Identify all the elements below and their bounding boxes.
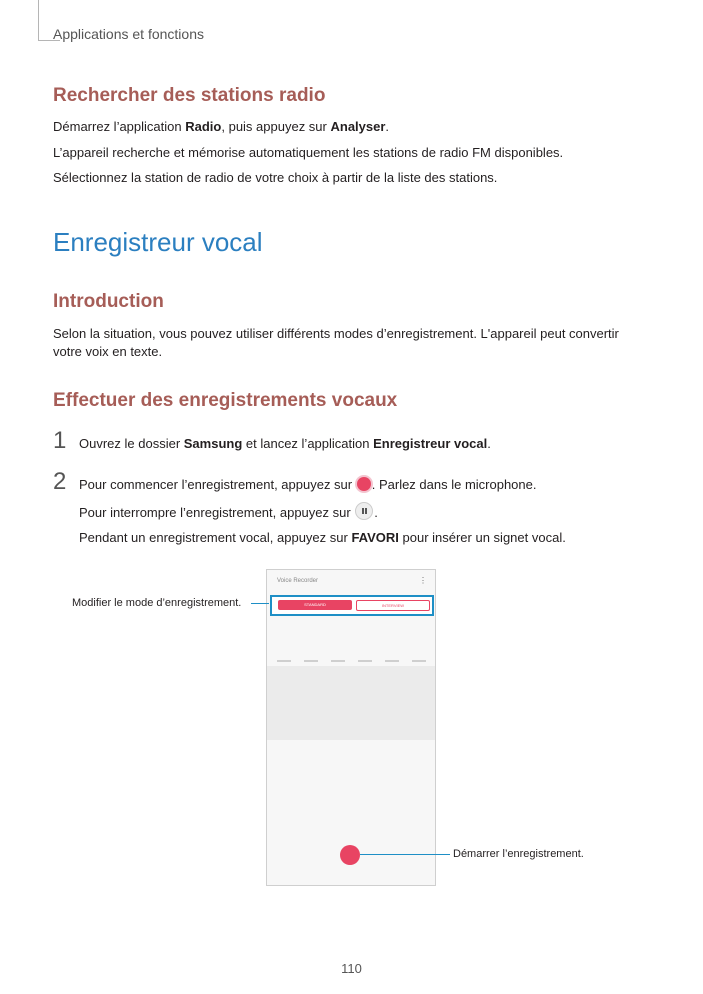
intro-paragraph: Selon la situation, vous pouvez utiliser différents modes d’enregistrement. L'appareil peut convertir votre voix en texte. — [53, 326, 619, 359]
bold-samsung: Samsung — [183, 436, 243, 451]
callout-start-line — [360, 854, 450, 855]
text-run: Ouvrez le dossier — [79, 436, 184, 451]
text-run: . — [374, 505, 378, 520]
timeline-tick — [385, 660, 399, 662]
mode-standard-tab[interactable]: STANDARD — [278, 600, 352, 610]
text-run: . — [487, 436, 491, 451]
mode-interview-tab[interactable]: INTERVIEW — [356, 600, 430, 611]
timeline-tick — [304, 660, 318, 662]
waveform-area — [267, 666, 435, 740]
pause-icon — [355, 502, 373, 520]
text-run: Pendant un enregistrement vocal, appuyez sur — [79, 530, 352, 545]
timeline-tick — [277, 660, 291, 662]
step-2-line-2 — [79, 502, 378, 522]
callout-mode-line — [251, 603, 269, 604]
heading-radio-search: Rechercher des stations radio — [53, 85, 326, 106]
phone-app-title: Voice Recorder — [277, 578, 319, 584]
heading-introduction: Introduction — [53, 291, 164, 312]
start-record-button[interactable] — [340, 845, 360, 865]
heading-recording: Effectuer des enregistrements vocaux — [53, 390, 398, 411]
phone-screenshot — [266, 569, 436, 886]
text-run: Démarrez l’application — [53, 119, 186, 134]
callout-mode-label: Modifier le mode d’enregistrement. — [72, 597, 242, 609]
timeline-tick — [358, 660, 372, 662]
section-title-voice-recorder: Enregistreur vocal — [53, 227, 263, 257]
bold-radio: Radio — [185, 119, 222, 134]
step-2-line-3 — [79, 529, 566, 547]
text-run: . — [385, 119, 390, 134]
step-number-1: 1 — [53, 427, 67, 454]
bold-favori: FAVORI — [351, 530, 399, 545]
timeline-tick — [412, 660, 426, 662]
step-1-text — [79, 435, 491, 453]
text-run: pour insérer un signet vocal. — [398, 530, 566, 545]
radio-paragraph-3: Sélectionnez la station de radio de votre choix à partir de la liste des stations. — [53, 170, 498, 185]
more-options-icon[interactable]: ⋮ — [419, 576, 427, 585]
step-2-line-1 — [79, 476, 537, 494]
record-icon — [357, 477, 371, 491]
timeline-tick — [331, 660, 345, 662]
bold-analyser: Analyser — [330, 119, 386, 134]
running-head: Applications et fonctions — [53, 26, 204, 42]
text-run: . Parlez dans le microphone. — [371, 477, 537, 492]
radio-paragraph-1 — [53, 118, 653, 136]
text-run: Pour interrompre l’enregistrement, appuyez sur — [79, 505, 355, 520]
page-corner-rule-vertical — [38, 0, 39, 40]
text-run: Pour commencer l’enregistrement, appuyez sur — [79, 477, 356, 492]
text-run: , puis appuyez sur — [221, 119, 331, 134]
step-number-2: 2 — [53, 468, 67, 495]
timeline-ruler — [277, 658, 427, 664]
page-number: 110 — [341, 961, 362, 976]
recording-mode-selector[interactable] — [270, 595, 434, 616]
callout-start-label: Démarrer l’enregistrement. — [453, 848, 584, 860]
bold-enregistreur: Enregistreur vocal — [373, 436, 488, 451]
text-run: et lancez l’application — [242, 436, 374, 451]
radio-paragraph-2: L’appareil recherche et mémorise automatiquement les stations de radio FM disponibles. — [53, 145, 564, 160]
